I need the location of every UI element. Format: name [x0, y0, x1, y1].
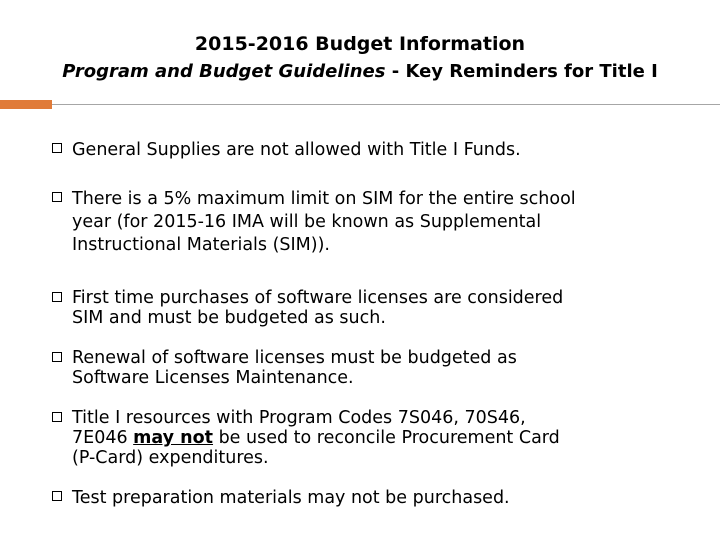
title-line-1: 2015-2016 Budget Information — [194, 33, 526, 55]
bullet-text: General Supplies are not allowed with Title I Funds. — [72, 140, 521, 160]
bullet-text: There is a 5% maximum limit on SIM for the entire school year (for 2015-16 IMA will be known as Supplemental Instructional Materials (SIM)). — [72, 189, 576, 255]
bullet-emphasis: may not — [133, 428, 214, 448]
square-bullet-icon — [52, 352, 62, 362]
title-accent-bar — [0, 100, 52, 109]
bullet-text: Test preparation materials may not be purchased. — [72, 488, 510, 508]
bullet-text: First time purchases of software licenses are considered SIM and must be budgeted as such. — [72, 288, 564, 328]
square-bullet-icon — [52, 292, 62, 302]
title-italic-part: Program and Budget Guidelines — [62, 61, 386, 82]
title-rest-part: - Key Reminders for Title I — [385, 61, 658, 82]
title-line-2 — [0, 58, 720, 86]
bullet-text-before: Title I resources with Program Codes 7S046, 70S46, 7E046 — [72, 408, 526, 448]
slide-title — [0, 30, 720, 86]
square-bullet-icon — [52, 412, 62, 422]
bullet-text: Renewal of software licenses must be budgeted as Software Licenses Maintenance. — [72, 348, 517, 388]
square-bullet-icon — [52, 192, 62, 202]
bullet-text — [72, 408, 692, 468]
square-bullet-icon — [52, 491, 62, 501]
square-bullet-icon — [52, 143, 62, 153]
title-divider-line — [52, 104, 720, 105]
bullet-text-after: be used to reconcile Procurement Card (P-Card) expenditures. — [72, 428, 560, 468]
